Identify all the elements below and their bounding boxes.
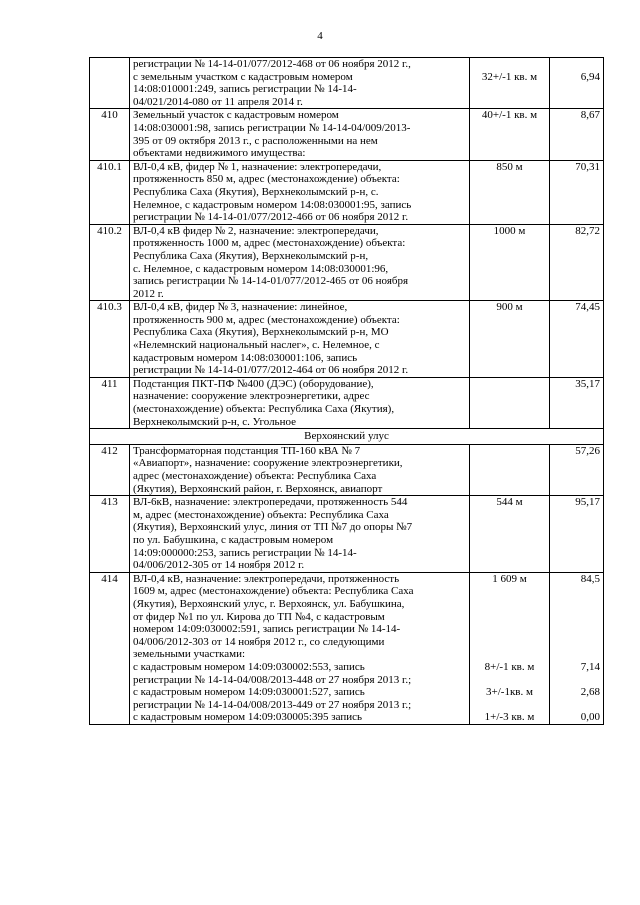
description-line: Земельный участок с кадастровым номером	[133, 109, 339, 122]
description-line: с. Нелемное, с кадастровым номером 14:08:030001:96,	[133, 262, 389, 275]
row-description	[130, 109, 470, 160]
description-line: регистрации № 14-14-01/077/2012-466 от 06 ноября 2012 г.	[133, 211, 409, 224]
description-line: Республика Саха (Якутия), Верхнеколымский р-н,	[133, 249, 369, 262]
region-header: Верхоянский улус	[90, 429, 604, 445]
row-number: 413	[90, 496, 130, 573]
row-description	[130, 377, 470, 428]
spacer	[553, 598, 600, 611]
spacer	[473, 699, 546, 712]
area-text: 1000 м	[493, 224, 526, 237]
table-row	[90, 496, 604, 573]
row-value	[550, 301, 604, 378]
row-value	[550, 160, 604, 224]
row-description	[130, 572, 470, 724]
row-number: 410	[90, 109, 130, 160]
spacer	[553, 648, 600, 661]
spacer	[553, 623, 600, 636]
parcel-area: 8+/-1 кв. м	[484, 660, 535, 673]
description-line: регистрации № 14-14-01/077/2012-468 от 06 ноября 2012 г.,	[133, 58, 411, 70]
property-table-body	[90, 58, 604, 725]
description-line: с кадастровым номером 14:09:030002:553, запись	[133, 660, 365, 673]
description-line: 1609 м, адрес (местонахождение) объекта: Республика Саха	[133, 585, 414, 598]
parcel-value: 0,00	[580, 711, 600, 724]
row-description	[130, 444, 470, 495]
description-line: с кадастровым номером 14:09:030001:527, запись	[133, 686, 365, 699]
table-row	[90, 444, 604, 495]
description-line: протяженность 900 м, адрес (местонахождение) объекта:	[133, 313, 400, 326]
description-line: ВЛ-0,4 кВ, фидер № 3, назначение: линейное,	[133, 301, 348, 314]
row-area	[470, 160, 550, 224]
row-description	[130, 301, 470, 378]
description-line: по ул. Бабушкина, с кадастровым номером	[133, 533, 334, 546]
description-line: (местонахождение) объекта: Республика Саха (Якутия),	[133, 403, 395, 416]
row-number: 412	[90, 444, 130, 495]
value-text: 84,5	[580, 572, 600, 585]
row-area	[470, 224, 550, 301]
row-number: 411	[90, 377, 130, 428]
description-line: протяженность 1000 м, адрес (местонахождение) объекта:	[133, 237, 406, 250]
table-row	[90, 160, 604, 224]
description-line: Республика Саха (Якутия), Верхнеколымский р-н, с.	[133, 185, 379, 198]
spacer	[553, 699, 600, 712]
row-area	[470, 109, 550, 160]
description-line: 14:09:000000:253, запись регистрации № 14-14-	[133, 546, 357, 559]
description-line: от фидер №1 по ул. Кирова до ТП №4, с кадастровым	[133, 610, 385, 623]
description-line: 04/006/2012-305 от 14 ноября 2012 г.	[133, 559, 305, 572]
description-line: м, адрес (местонахождение) объекта: Республика Саха	[133, 508, 389, 521]
row-value	[550, 496, 604, 573]
description-line: ВЛ-0,4 кВ, назначение: электропередачи, протяженность	[133, 572, 400, 585]
value-text: 6,94	[580, 70, 600, 83]
spacer	[553, 611, 600, 624]
area-text: 850 м	[496, 160, 523, 173]
value-text: 74,45	[575, 301, 600, 314]
description-line: земельными участками:	[133, 648, 246, 661]
area-text: 40+/-1 кв. м	[481, 109, 538, 122]
row-value	[550, 224, 604, 301]
table-row	[90, 377, 604, 428]
description-line: регистрации № 14-14-01/077/2012-464 от 06 ноября 2012 г.	[133, 364, 409, 377]
row-value	[550, 109, 604, 160]
description-line: 395 от 09 октября 2013 г., с расположенными на нем	[133, 134, 378, 147]
description-line: с кадастровым номером 14:09:030005:395 запись	[133, 711, 362, 724]
description-line: запись регистрации № 14-14-01/077/2012-465 от 06 ноября	[133, 275, 409, 288]
row-value	[550, 444, 604, 495]
row-value	[550, 377, 604, 428]
description-line: Республика Саха (Якутия), Верхнеколымский р-н, МО	[133, 326, 389, 339]
description-line: Подстанция ПКТ-ПФ №400 (ДЭС) (оборудование),	[133, 377, 374, 390]
description-line: назначение: сооружение электроэнергетики, адрес	[133, 390, 370, 403]
row-number	[90, 58, 130, 109]
row-number: 410.2	[90, 224, 130, 301]
description-line: Нелемное, с кадастровым номером 14:08:030001:95, запись	[133, 198, 412, 211]
row-description	[130, 160, 470, 224]
property-table	[89, 57, 604, 725]
row-description	[130, 496, 470, 573]
page-number: 4	[317, 30, 323, 42]
table-row	[90, 109, 604, 160]
row-area	[470, 444, 550, 495]
description-line: ВЛ-0,4 кВ, фидер № 1, назначение: электропередачи,	[133, 160, 382, 173]
area-text: 32+/-1 кв. м	[481, 70, 538, 83]
description-line: Трансформаторная подстанция ТП-160 кВА № 7	[133, 444, 361, 457]
spacer	[473, 598, 546, 611]
parcel-value: 2,68	[580, 686, 600, 699]
description-line: с земельным участком с кадастровым номером	[133, 70, 353, 83]
row-area	[470, 377, 550, 428]
row-value	[550, 572, 604, 724]
spacer	[473, 648, 546, 661]
description-line: ВЛ-0,4 кВ фидер № 2, назначение: электропередачи,	[133, 224, 379, 237]
spacer	[553, 636, 600, 649]
description-line: «Нелемнский национальный наслег», с. Нелемное, с	[133, 339, 380, 352]
area-text: 900 м	[496, 301, 523, 314]
row-area	[470, 58, 550, 109]
description-line: объектами недвижимого имущества:	[133, 147, 306, 160]
spacer	[553, 674, 600, 687]
row-description	[130, 224, 470, 301]
parcel-value: 7,14	[580, 660, 600, 673]
row-number: 410.3	[90, 301, 130, 378]
description-line: 14:08:010001:249, запись регистрации № 14-14-	[133, 83, 357, 96]
area-text: 544 м	[496, 496, 523, 509]
table-row	[90, 224, 604, 301]
row-description	[130, 58, 470, 109]
spacer	[473, 623, 546, 636]
spacer	[473, 585, 546, 598]
row-area	[470, 572, 550, 724]
spacer	[553, 58, 600, 71]
spacer	[473, 636, 546, 649]
value-text: 82,72	[575, 224, 600, 237]
spacer	[553, 585, 600, 598]
parcel-area: 1+/-3 кв. м	[484, 711, 535, 724]
row-value	[550, 58, 604, 109]
description-line: ВЛ-6кВ, назначение: электропередачи, протяженность 544	[133, 496, 408, 509]
description-line: кадастровым номером 14:08:030001:106, запись	[133, 351, 358, 364]
row-number: 414	[90, 572, 130, 724]
table-row	[90, 301, 604, 378]
value-text: 35,17	[575, 377, 600, 390]
description-line: 04/021/2014-080 от 11 апреля 2014 г.	[133, 95, 303, 108]
description-line: регистрации № 14-14-04/008/2013-448 от 27 ноября 2013 г.;	[133, 673, 412, 686]
description-line: Верхнеколымский р-н, с. Угольное	[133, 415, 296, 428]
parcel-area: 3+/-1кв. м	[486, 686, 533, 699]
value-text: 95,17	[575, 496, 600, 509]
value-text: 57,26	[575, 444, 600, 457]
spacer	[473, 611, 546, 624]
row-area	[470, 496, 550, 573]
row-number: 410.1	[90, 160, 130, 224]
description-line: 04/006/2012-303 от 14 ноября 2012 г., со следующими	[133, 635, 385, 648]
table-row	[90, 58, 604, 109]
description-line: регистрации № 14-14-04/008/2013-449 от 27 ноября 2013 г.;	[133, 698, 412, 711]
description-line: адрес (местонахождение) объекта: Республика Саха	[133, 470, 377, 482]
description-line: (Якутия), Верхоянский район, г. Верхоянск, авиапорт	[133, 482, 383, 495]
value-text: 8,67	[580, 109, 600, 122]
value-text: 70,31	[575, 160, 600, 173]
table-row	[90, 572, 604, 724]
region-row	[90, 429, 604, 445]
description-line: 2012 г.	[133, 287, 164, 300]
spacer	[473, 674, 546, 687]
area-text: 1 609 м	[492, 572, 527, 585]
description-line: (Якутия), Верхоянский улус, линия от ТП №7 до опоры №7	[133, 521, 413, 534]
row-area	[470, 301, 550, 378]
description-line: (Якутия), Верхоянский улус, г. Верхоянск, ул. Бабушкина,	[133, 597, 405, 610]
spacer	[473, 58, 546, 71]
description-line: номером 14:09:030002:591, запись регистрации № 14-14-	[133, 623, 401, 636]
description-line: протяженность 850 м, адрес (местонахождение) объекта:	[133, 173, 400, 186]
description-line: «Авиапорт», назначение: сооружение электроэнергетики,	[133, 457, 403, 470]
description-line: 14:08:030001:98, запись регистрации № 14-14-04/009/2013-	[133, 121, 411, 134]
